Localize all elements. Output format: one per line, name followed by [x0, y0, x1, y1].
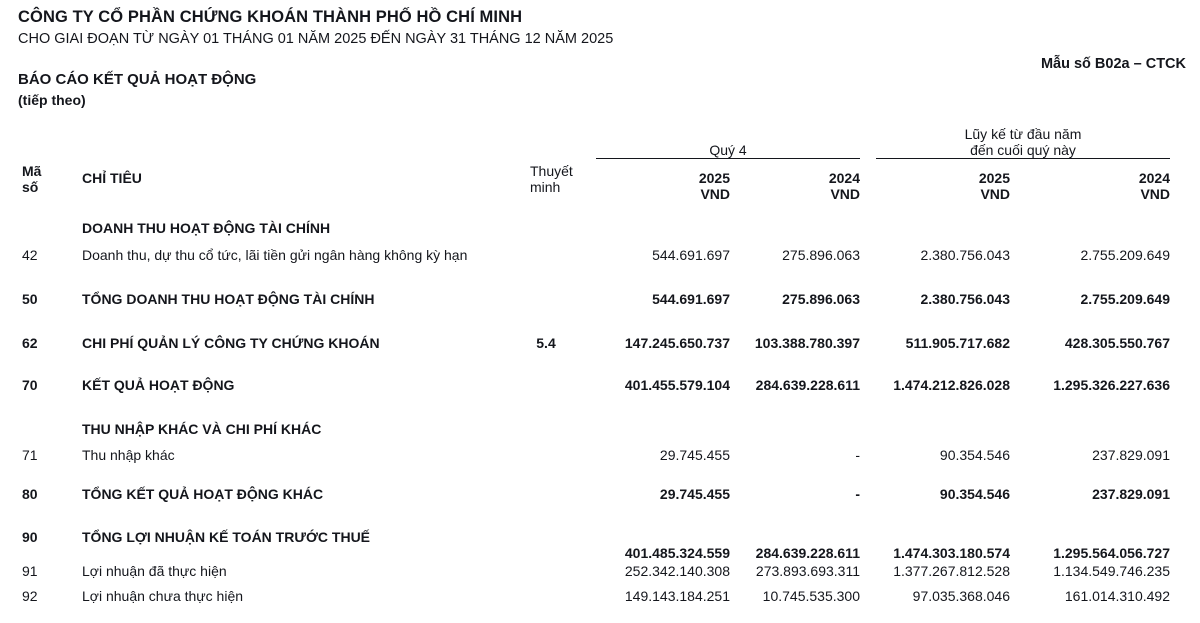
row-value-q2025: 252.342.140.308 — [624, 563, 730, 579]
row-code: 90 — [22, 529, 38, 545]
table-row — [0, 245, 1200, 265]
table-row — [0, 586, 1200, 606]
row-value-q2024: 273.893.693.311 — [755, 563, 860, 579]
column-header-indicator: CHỈ TIÊU — [82, 170, 142, 186]
row-value-c2024: 161.014.310.492 — [1064, 588, 1170, 604]
quarter-group-divider — [596, 158, 860, 159]
row-code: 91 — [22, 563, 38, 579]
row-value-c2025: 97.035.368.046 — [912, 588, 1010, 604]
column-group-cumulative-line1: Lũy kế từ đầu năm — [964, 126, 1082, 142]
column-header-c2024-year: 2024 — [1138, 170, 1170, 186]
column-header-q2024-year: 2024 — [828, 170, 860, 186]
row-label: Doanh thu, dự thu cổ tức, lãi tiền gửi ngân hàng không kỳ hạn — [82, 247, 468, 263]
cumulative-group-divider — [876, 158, 1170, 159]
row-value-c2025: 1.474.303.180.574 — [893, 545, 1010, 561]
column-header-q2024-unit: VND — [830, 186, 860, 202]
row-value-c2025: 90.354.546 — [939, 486, 1010, 502]
row-value-q2025: 544.691.697 — [652, 291, 730, 307]
row-label: DOANH THU HOẠT ĐỘNG TÀI CHÍNH — [82, 220, 331, 236]
table-row — [0, 375, 1200, 395]
row-value-c2024: 1.134.549.746.235 — [1053, 563, 1170, 579]
column-group-cumulative-line2: đến cuối quý này — [970, 142, 1076, 158]
row-label: TỔNG KẾT QUẢ HOẠT ĐỘNG KHÁC — [82, 486, 324, 502]
row-code: 62 — [22, 335, 38, 351]
row-note: 5.4 — [536, 335, 556, 351]
row-value-q2025: 29.745.455 — [659, 486, 730, 502]
row-label: Thu nhập khác — [82, 447, 175, 463]
row-label: Lợi nhuận chưa thực hiện — [82, 588, 244, 604]
row-label: KẾT QUẢ HOẠT ĐỘNG — [82, 377, 235, 393]
row-code: 50 — [22, 291, 38, 307]
column-header-c2024 — [1026, 170, 1170, 202]
row-value-c2024: 237.829.091 — [1092, 486, 1170, 502]
column-header-code-line2: số — [22, 179, 39, 195]
table-row — [0, 543, 1200, 563]
company-name: CÔNG TY CỔ PHẦN CHỨNG KHOÁN THÀNH PHỐ HỒ CHÍ MINH — [18, 8, 523, 26]
row-value-c2025: 1.377.267.812.528 — [893, 563, 1010, 579]
column-header-q2024 — [740, 170, 860, 202]
row-value-c2024: 1.295.564.056.727 — [1053, 545, 1170, 561]
row-value-c2024: 2.755.209.649 — [1080, 247, 1170, 263]
row-label: CHI PHÍ QUẢN LÝ CÔNG TY CHỨNG KHOÁN — [82, 335, 380, 351]
column-header-code — [22, 163, 66, 195]
row-code: 42 — [22, 247, 38, 263]
row-value-c2025: 90.354.546 — [939, 447, 1010, 463]
table-row — [0, 484, 1200, 504]
row-label: TỔNG LỢI NHUẬN KẾ TOÁN TRƯỚC THUẾ — [82, 529, 371, 545]
form-code: Mẫu số B02a – CTCK — [1040, 56, 1186, 72]
row-value-q2025: 544.691.697 — [652, 247, 730, 263]
row-value-c2025: 1.474.212.826.028 — [893, 377, 1010, 393]
row-value-q2024: 10.745.535.300 — [762, 588, 860, 604]
row-label: Lợi nhuận đã thực hiện — [82, 563, 227, 579]
column-header-c2025-unit: VND — [980, 186, 1010, 202]
column-header-q2025-unit: VND — [700, 186, 730, 202]
column-header-note — [530, 163, 590, 195]
column-header-c2025-year: 2025 — [978, 170, 1010, 186]
row-value-q2024: 275.896.063 — [782, 291, 860, 307]
row-code: 70 — [22, 377, 38, 393]
row-value-q2025: 29.745.455 — [659, 447, 730, 463]
column-header-c2024-unit: VND — [1140, 186, 1170, 202]
row-label: THU NHẬP KHÁC VÀ CHI PHÍ KHÁC — [82, 421, 322, 437]
row-value-q2024: 275.896.063 — [782, 247, 860, 263]
row-value-c2025: 2.380.756.043 — [920, 291, 1010, 307]
column-header-note-line1: Thuyết — [530, 163, 573, 179]
column-group-quarter: Quý 4 — [709, 142, 747, 158]
row-code: 80 — [22, 486, 38, 502]
column-header-code-line1: Mã — [22, 163, 42, 179]
row-value-c2025: 511.905.717.682 — [905, 335, 1010, 351]
column-group-cumulative — [876, 126, 1170, 158]
row-value-q2024: - — [855, 447, 860, 463]
table-row — [0, 419, 1200, 439]
table-row — [0, 218, 1200, 238]
table-row — [0, 561, 1200, 581]
page-title-continued: (tiếp theo) — [18, 92, 86, 108]
row-value-q2025: 149.143.184.251 — [624, 588, 730, 604]
table-row — [0, 289, 1200, 309]
table-row — [0, 333, 1200, 353]
row-value-c2024: 1.295.326.227.636 — [1053, 377, 1170, 393]
row-value-q2024: - — [855, 486, 860, 502]
row-value-c2025: 2.380.756.043 — [920, 247, 1010, 263]
column-header-note-line2: minh — [530, 179, 561, 195]
row-value-c2024: 428.305.550.767 — [1064, 335, 1170, 351]
row-value-c2024: 237.829.091 — [1092, 447, 1170, 463]
row-value-c2024: 2.755.209.649 — [1080, 291, 1170, 307]
row-value-q2025: 401.485.324.559 — [624, 545, 730, 561]
row-label: TỔNG DOANH THU HOẠT ĐỘNG TÀI CHÍNH — [82, 291, 375, 307]
column-header-q2025 — [600, 170, 730, 202]
row-value-q2025: 401.455.579.104 — [624, 377, 730, 393]
column-header-c2025 — [880, 170, 1010, 202]
reporting-period: CHO GIAI ĐOẠN TỪ NGÀY 01 THÁNG 01 NĂM 2025 ĐẾN NGÀY 31 THÁNG 12 NĂM 2025 — [18, 31, 614, 47]
page-title: BÁO CÁO KẾT QUẢ HOẠT ĐỘNG — [18, 71, 257, 88]
column-header-q2025-year: 2025 — [698, 170, 730, 186]
row-value-q2024: 284.639.228.611 — [755, 377, 860, 393]
row-code: 71 — [22, 447, 38, 463]
row-value-q2024: 103.388.780.397 — [754, 335, 860, 351]
row-code: 92 — [22, 588, 38, 604]
table-row — [0, 445, 1200, 465]
row-value-q2024: 284.639.228.611 — [755, 545, 860, 561]
row-value-q2025: 147.245.650.737 — [624, 335, 730, 351]
